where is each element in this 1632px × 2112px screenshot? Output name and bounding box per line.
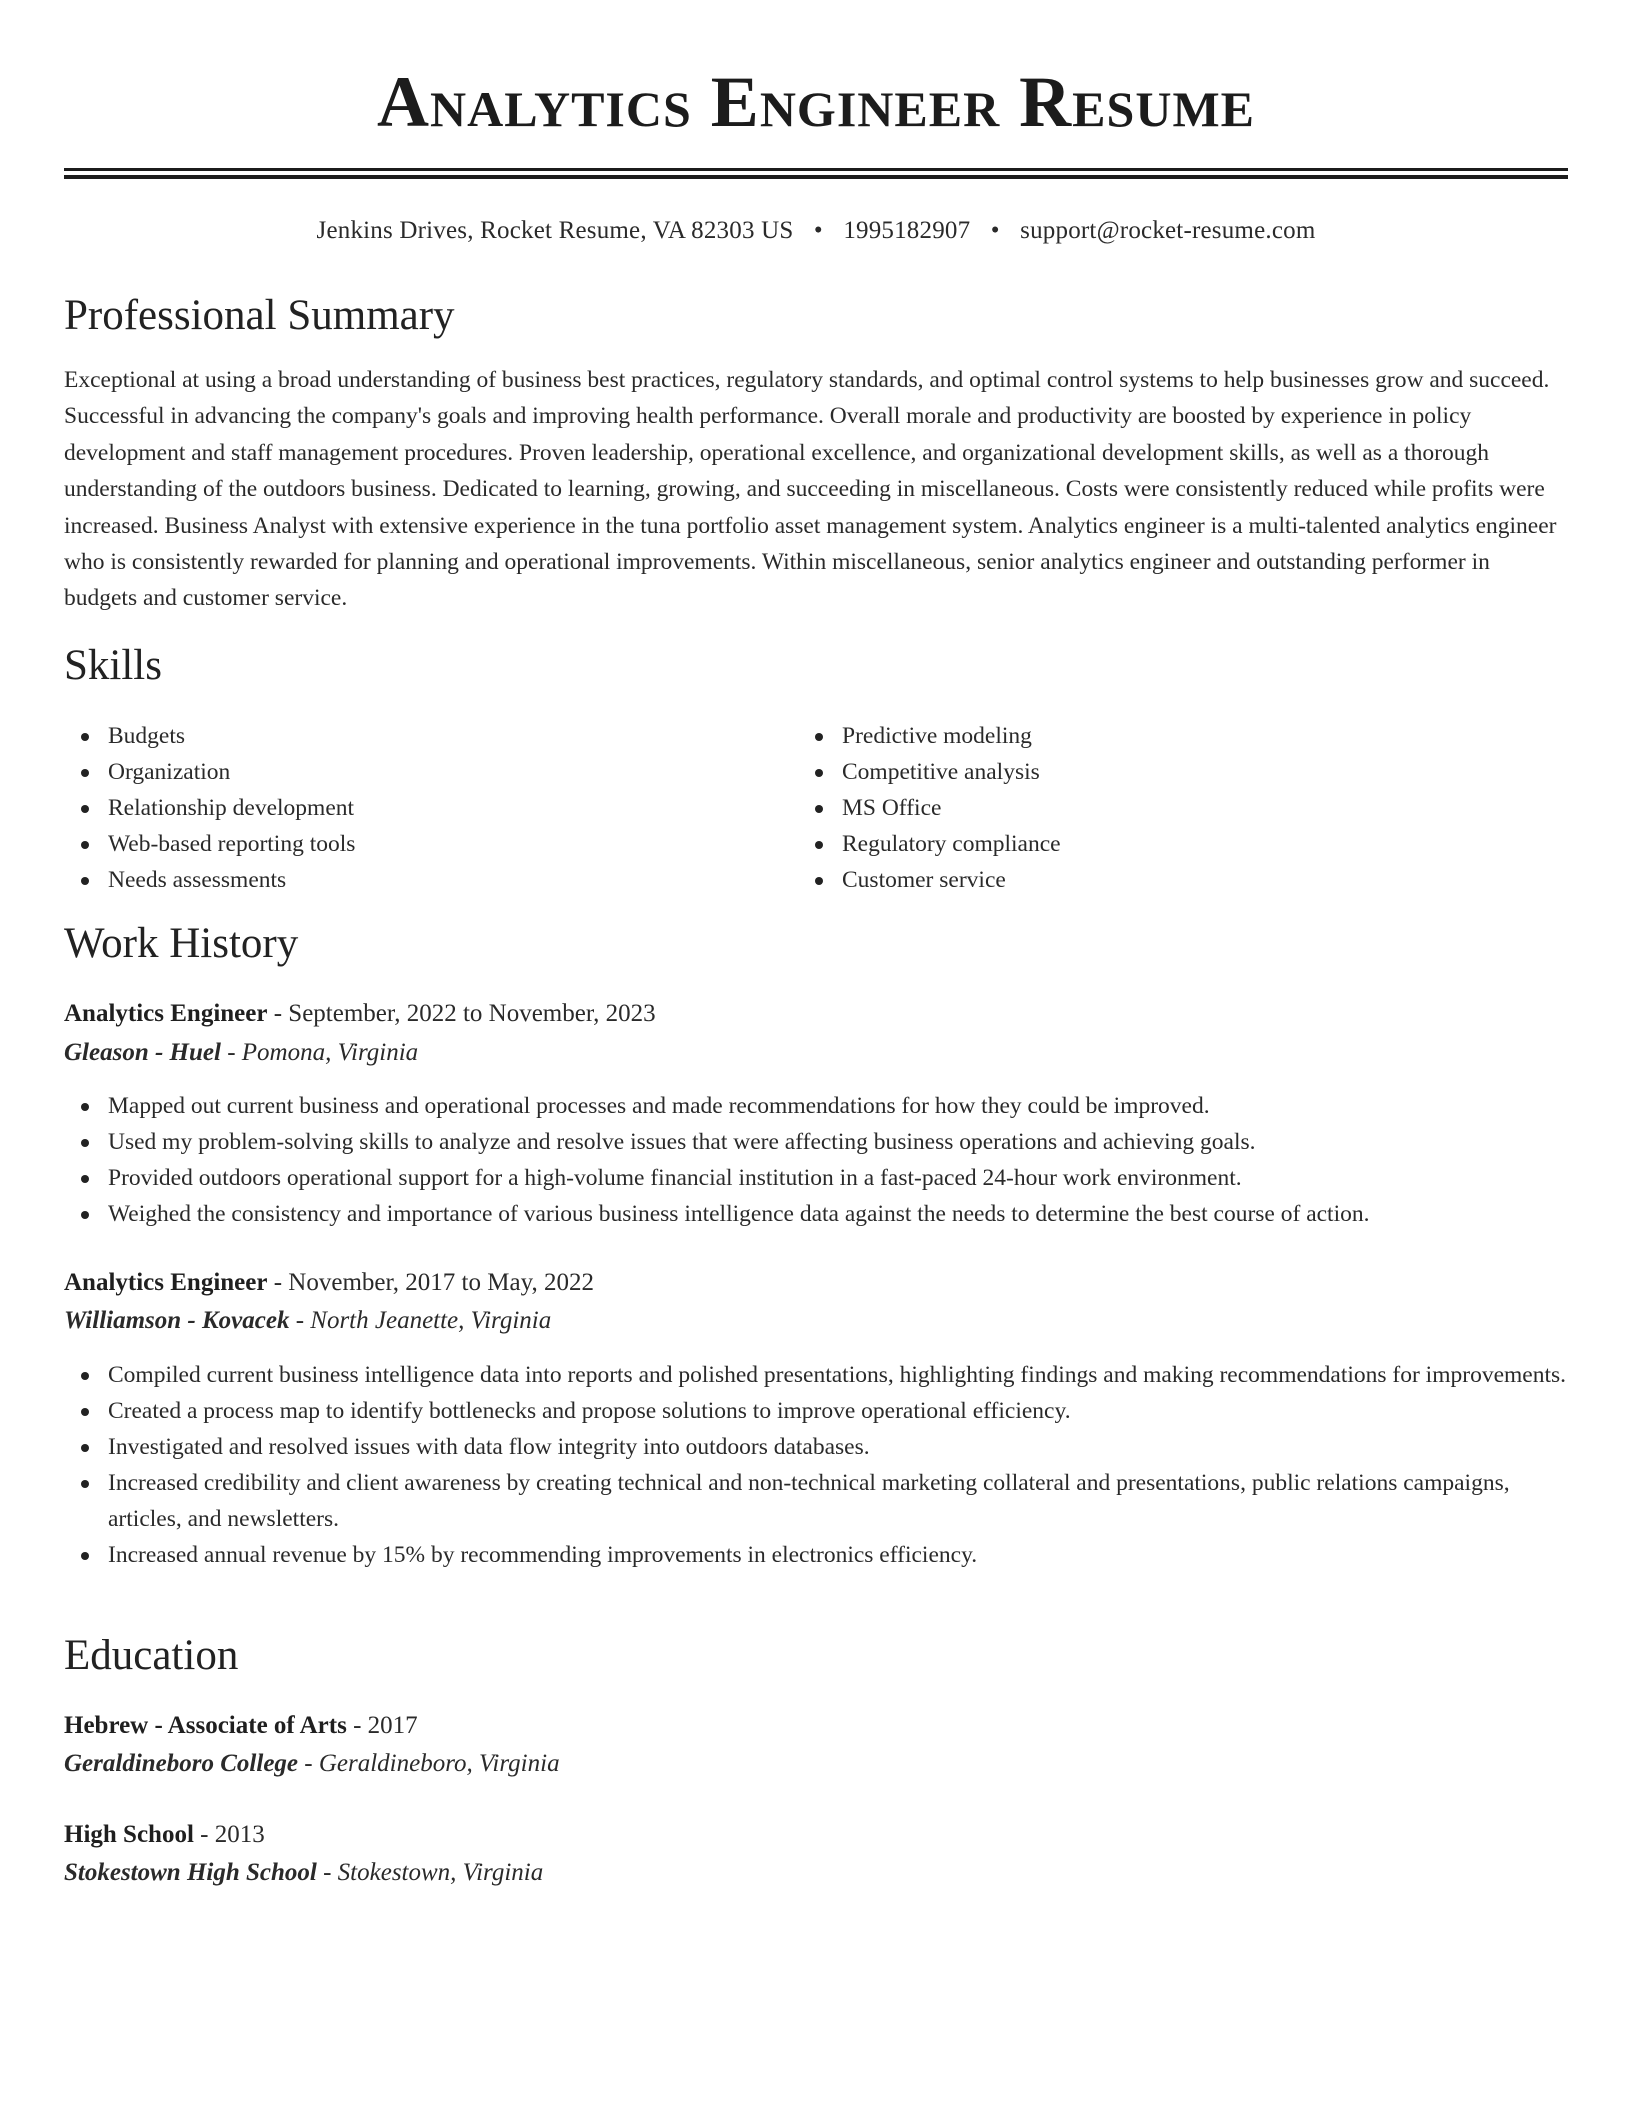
job-employer: Gleason - Huel bbox=[64, 1039, 221, 1066]
skill-item: Customer service bbox=[798, 862, 1498, 898]
skill-item: MS Office bbox=[798, 790, 1498, 826]
education-school-line bbox=[64, 1855, 543, 1891]
job-duties-list bbox=[64, 1357, 1568, 1573]
contact-line bbox=[64, 214, 1568, 248]
job-duty: Increased annual revenue by 15% by recommending improvements in electronics efficiency. bbox=[64, 1537, 1568, 1573]
skill-item: Regulatory compliance bbox=[798, 826, 1498, 862]
job-employer-line bbox=[64, 1035, 418, 1071]
job-employer-line bbox=[64, 1303, 551, 1339]
education-school: Geraldineboro College bbox=[64, 1750, 299, 1777]
education-school: Stokestown High School bbox=[64, 1859, 317, 1886]
education-degree: High School bbox=[64, 1821, 194, 1848]
education-heading: Education bbox=[64, 1632, 239, 1679]
job-location: - North Jeanette, Virginia bbox=[295, 1307, 552, 1334]
skill-item: Needs assessments bbox=[64, 862, 764, 898]
job-duty: Provided outdoors operational support for a high-volume financial institution in a fast-paced 24-hour work environment. bbox=[64, 1160, 1568, 1196]
skill-item: Predictive modeling bbox=[798, 718, 1498, 754]
job-duty: Created a process map to identify bottlenecks and propose solutions to improve operational efficiency. bbox=[64, 1393, 1568, 1429]
job-title-line bbox=[64, 1265, 594, 1301]
job-duty: Weighed the consistency and importance of various business intelligence data against the needs to determine the best course of action. bbox=[64, 1196, 1568, 1232]
education-year: - 2017 bbox=[353, 1712, 418, 1739]
job-duty: Increased credibility and client awareness by creating technical and non-technical marketing collateral and presentations, public relations campaigns, articles, and newsletters. bbox=[64, 1465, 1568, 1537]
education-year: - 2013 bbox=[200, 1821, 265, 1848]
job-location: - Pomona, Virginia bbox=[227, 1039, 419, 1066]
education-location: - Stokestown, Virginia bbox=[323, 1859, 544, 1886]
resume-title: Analytics Engineer Resume bbox=[376, 62, 1255, 142]
summary-text: Exceptional at using a broad understanding of business best practices, regulatory standards, and optimal control systems to help businesses grow and succeed. Successful in advancing the company's goals and improving health performance. Overall morale and productivity are boosted by experience in policy development and staff management procedures. Proven leadership, operational excellence, and organizational development skills, as well as a thorough understanding of the outdoors business. Dedicated to learning, growing, and succeeding in miscellaneous. Costs were consistently reduced while profits were increased. Business Analyst with extensive experience in the tuna portfolio asset management system. Analytics engineer is a multi-talented analytics engineer who is consistently rewarded for planning and operational improvements. Within miscellaneous, senior analytics engineer and outstanding performer in budgets and customer service. bbox=[64, 367, 1557, 612]
education-degree: Hebrew - Associate of Arts bbox=[64, 1712, 347, 1739]
resume-page bbox=[64, 0, 1568, 1886]
skills-column-left bbox=[64, 718, 764, 898]
skill-item: Competitive analysis bbox=[798, 754, 1498, 790]
work-history-heading: Work History bbox=[64, 920, 299, 967]
contact-phone: 1995182907 bbox=[843, 217, 971, 244]
job-dates: - September, 2022 to November, 2023 bbox=[273, 1000, 656, 1027]
skill-item: Relationship development bbox=[64, 790, 764, 826]
title-divider-bottom bbox=[64, 175, 1568, 179]
job-title: Analytics Engineer bbox=[64, 1000, 268, 1027]
job-title-line bbox=[64, 996, 656, 1032]
skill-item: Organization bbox=[64, 754, 764, 790]
job-duty: Compiled current business intelligence data into reports and polished presentations, highlighting findings and making recommendations for improvements. bbox=[64, 1357, 1568, 1393]
education-school-line bbox=[64, 1746, 560, 1782]
job-title: Analytics Engineer bbox=[64, 1269, 268, 1296]
skill-item: Web-based reporting tools bbox=[64, 826, 764, 862]
job-duty: Used my problem-solving skills to analyze and resolve issues that were affecting business operations and achieving goals. bbox=[64, 1124, 1568, 1160]
education-degree-line bbox=[64, 1817, 265, 1853]
summary-heading: Professional Summary bbox=[64, 292, 455, 339]
education-degree-line bbox=[64, 1708, 418, 1744]
contact-address: Jenkins Drives, Rocket Resume, VA 82303 US bbox=[316, 217, 794, 244]
skills-heading: Skills bbox=[64, 642, 162, 689]
job-duty: Investigated and resolved issues with data flow integrity into outdoors databases. bbox=[64, 1429, 1568, 1465]
contact-email: support@rocket-resume.com bbox=[1020, 217, 1316, 244]
title-divider-top bbox=[64, 168, 1568, 171]
skill-item: Budgets bbox=[64, 718, 764, 754]
job-duty: Mapped out current business and operational processes and made recommendations for how they could be improved. bbox=[64, 1088, 1568, 1124]
job-dates: - November, 2017 to May, 2022 bbox=[273, 1269, 594, 1296]
education-location: - Geraldineboro, Virginia bbox=[304, 1750, 560, 1777]
contact-separator: • bbox=[990, 217, 1000, 244]
contact-separator: • bbox=[813, 217, 823, 244]
job-duties-list bbox=[64, 1088, 1568, 1232]
job-employer: Williamson - Kovacek bbox=[64, 1307, 290, 1334]
skills-column-right bbox=[798, 718, 1498, 898]
